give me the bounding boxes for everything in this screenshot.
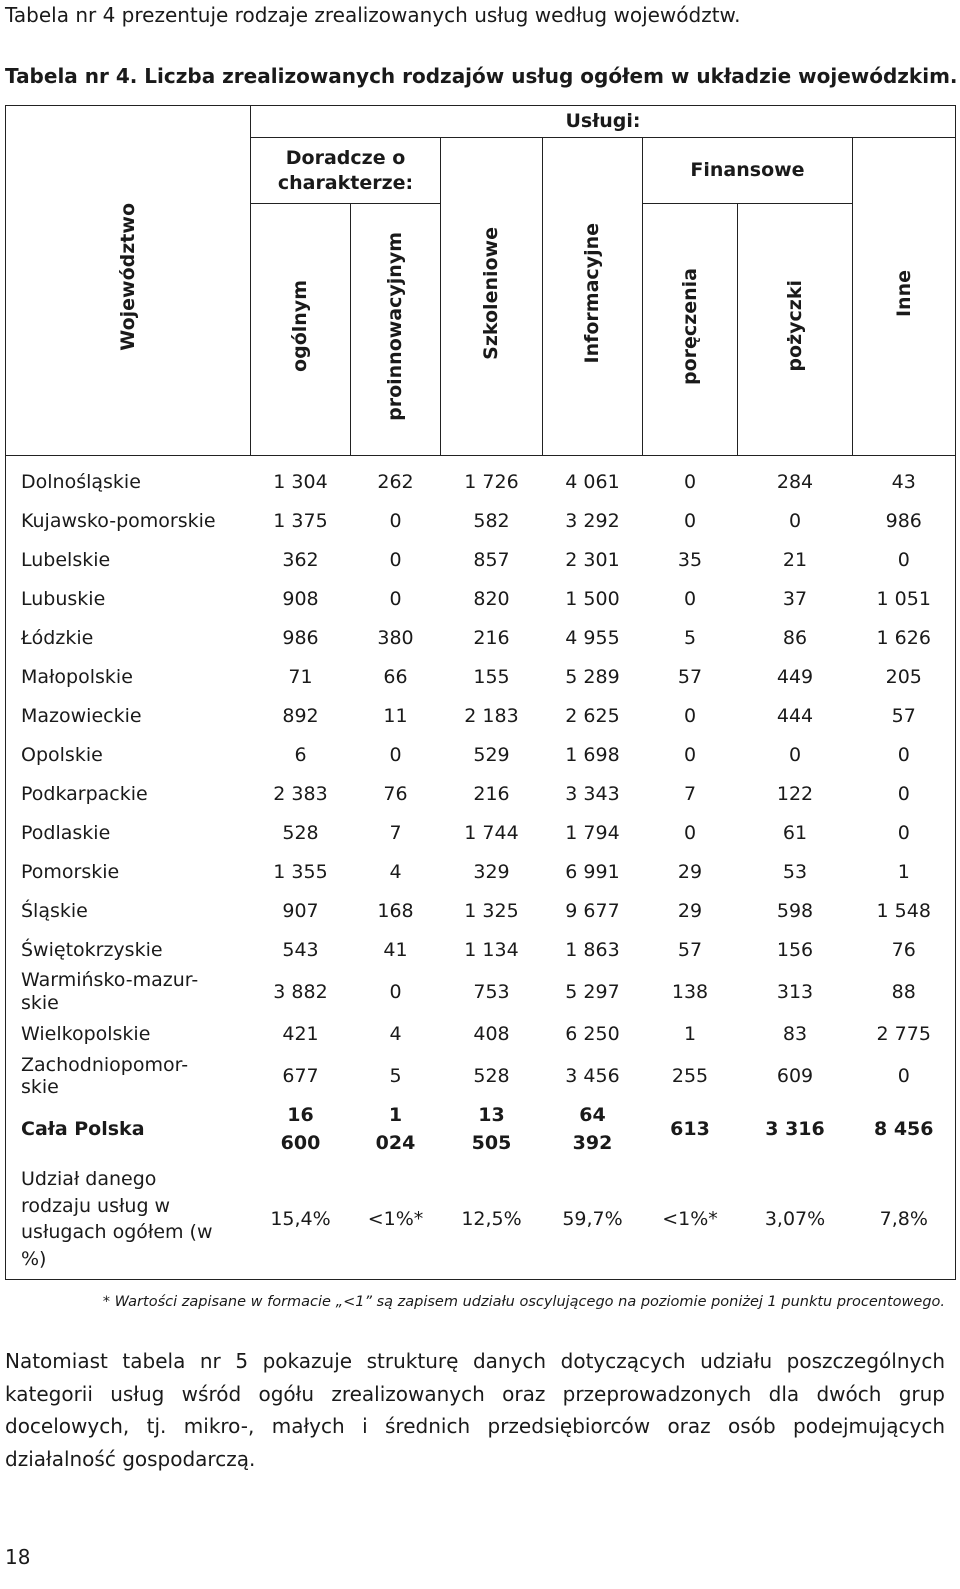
table-cell: 12,5% [441, 1159, 543, 1280]
table-cell: 4 061 [565, 470, 620, 493]
page-number: 18 [5, 1545, 31, 1569]
table-cell: 216 [473, 626, 510, 649]
table-cell: 6 991 [565, 860, 620, 883]
table-cell: 0 [683, 587, 697, 610]
table-cell: 1 [853, 852, 956, 891]
table-cell: 986 [282, 626, 319, 649]
row-label: Podlaskie [6, 813, 251, 852]
table-cell: 2 625 [565, 704, 620, 727]
table-cell: 3 343 [565, 782, 620, 805]
table-cell: 907 [282, 899, 319, 922]
table-cell: 0 [788, 509, 802, 532]
table-cell: 5 289 [565, 665, 620, 688]
table-row [6, 1054, 956, 1100]
table-cell: 313 [776, 980, 814, 1003]
table-row [6, 852, 956, 891]
table-cell: 35 [677, 548, 703, 571]
table-cell: 1 500 [565, 587, 620, 610]
table-cell: 677 [282, 1065, 319, 1088]
table-cell: 205 [853, 657, 956, 696]
table-row [6, 501, 956, 540]
table-row [6, 456, 956, 502]
table-cell: 2 301 [565, 548, 620, 571]
table-cell: 892 [282, 704, 319, 727]
table-cell: 2 183 [464, 704, 519, 727]
row-label: Lubuskie [6, 579, 251, 618]
row-label: Cała Polska [6, 1099, 251, 1159]
table-cell: 7,8% [853, 1159, 956, 1280]
table-cell: 122 [776, 782, 814, 805]
table-cell: 7 [389, 821, 402, 844]
table-cell: 29 [677, 899, 703, 922]
table-cell: 6 250 [565, 1023, 620, 1046]
table-cell: 76 [383, 782, 408, 805]
table-cell: 64 392 [572, 1103, 613, 1155]
table-cell: 1 548 [853, 891, 956, 930]
table-cell: 88 [853, 969, 956, 1015]
table-cell: 582 [473, 509, 510, 532]
table-cell: 7 [683, 782, 697, 805]
header-ogolnym: ogólnym [251, 204, 351, 456]
table-cell: 86 [782, 626, 808, 649]
table-cell: 21 [782, 548, 808, 571]
table-cell: 0 [389, 587, 402, 610]
table-cell: 0 [389, 509, 402, 532]
table-cell: 1 794 [565, 821, 620, 844]
row-label: Śląskie [6, 891, 251, 930]
table-cell: 1 626 [853, 618, 956, 657]
table-cell: 0 [683, 704, 697, 727]
header-doradcze: Doradcze o charakterze: [251, 138, 441, 204]
table-cell: 57 [677, 665, 703, 688]
table-row [6, 1015, 956, 1054]
table-cell: 0 [853, 813, 956, 852]
header-proinnowacyjnym: proinnowacyjnym [351, 204, 441, 456]
table-body [6, 456, 956, 1280]
table-cell: 1 304 [273, 470, 328, 493]
table-cell: 449 [776, 665, 814, 688]
table-cell: 4 955 [565, 626, 620, 649]
table-cell: 986 [853, 501, 956, 540]
header-informacyjne: Informacyjne [543, 138, 643, 456]
header-szkoleniowe: Szkoleniowe [441, 138, 543, 456]
table-row [6, 891, 956, 930]
table-cell: 216 [473, 782, 510, 805]
header-wojewodztwo: Województwo [6, 106, 251, 456]
table-cell: 76 [853, 930, 956, 969]
table-cell: 3 292 [565, 509, 620, 532]
table-cell: 0 [389, 743, 402, 766]
table-row [6, 930, 956, 969]
table-row [6, 657, 956, 696]
table-cell: 168 [377, 899, 414, 922]
row-label: Mazowieckie [6, 696, 251, 735]
table-cell: 380 [377, 626, 414, 649]
row-label: Opolskie [6, 735, 251, 774]
table-cell: 255 [671, 1065, 709, 1088]
table-cell: 4 [389, 1023, 402, 1046]
table-cell: 37 [782, 587, 808, 610]
table-cell: 1 051 [853, 579, 956, 618]
table-cell: 1 024 [375, 1103, 416, 1155]
table-row [6, 579, 956, 618]
table-cell: 528 [282, 821, 319, 844]
table-cell: 16 600 [280, 1103, 321, 1155]
table-cell: 0 [853, 774, 956, 813]
table-cell: 57 [677, 938, 703, 961]
table-cell: 408 [473, 1023, 510, 1046]
footnote: * Wartości zapisane w formacie „<1” są zapisem udziału oscylującego na poziomie poniżej 1 punktu procentowego. [102, 1294, 945, 1310]
table-cell: 5 [389, 1065, 402, 1088]
table-cell: 1 325 [464, 899, 519, 922]
table-cell: 444 [776, 704, 814, 727]
table-cell: 1 375 [273, 509, 328, 532]
table-row [6, 969, 956, 1015]
table-cell: 0 [683, 743, 697, 766]
row-label: Wielkopolskie [6, 1015, 251, 1054]
share-row [6, 1159, 956, 1280]
table-cell: 820 [473, 587, 510, 610]
table-cell: 0 [683, 821, 697, 844]
table-cell: 753 [473, 980, 510, 1003]
table-cell: 613 [670, 1117, 710, 1140]
row-label: Kujawsko-pomorskie [6, 501, 251, 540]
table-cell: 29 [677, 860, 703, 883]
table-cell: 5 [683, 626, 697, 649]
table-cell: 329 [473, 860, 510, 883]
row-label: Dolnośląskie [6, 456, 251, 502]
table-cell: 53 [782, 860, 808, 883]
table-cell: 421 [282, 1023, 319, 1046]
table-cell: 0 [853, 1054, 956, 1100]
row-label: Udział danego rodzaju usług w usługach ogółem (w %) [6, 1159, 251, 1280]
table-cell: 0 [683, 509, 697, 532]
body-paragraph: Natomiast tabela nr 5 pokazuje strukturę danych dotyczących udziału poszczególnych kategorii usług wśród ogółu zrealizowanych oraz przeprowadzonych dla dwóch grup docelowych, tj. mikro-, małych i średnich przedsiębiorców oraz osób podejmujących działalność gospodarczą. [5, 1349, 945, 1471]
table-cell: 262 [377, 470, 414, 493]
header-inne: Inne [853, 138, 956, 456]
row-label: Podkarpackie [6, 774, 251, 813]
services-table [5, 105, 956, 1280]
intro-text: Tabela nr 4 prezentuje rodzaje zrealizowanych usług według województw. [5, 3, 741, 27]
table-cell: 71 [288, 665, 313, 688]
table-cell: 4 [389, 860, 402, 883]
table-cell: 3 456 [565, 1065, 620, 1088]
table-cell: 8 456 [853, 1099, 956, 1159]
table-cell: 529 [473, 743, 510, 766]
table-cell: 3 316 [765, 1117, 825, 1140]
table-row [6, 735, 956, 774]
table-cell: 3 882 [273, 980, 328, 1003]
table-cell: <1%* [643, 1159, 738, 1280]
table-cell: 2 775 [853, 1015, 956, 1054]
table-cell: 156 [776, 938, 814, 961]
header-uslugi: Usługi: [251, 106, 956, 138]
table-cell: 15,4% [251, 1159, 351, 1280]
header-poreczenia: poręczenia [643, 204, 738, 456]
table-cell: 908 [282, 587, 319, 610]
header-finansowe: Finansowe [643, 138, 853, 204]
table-cell: 57 [853, 696, 956, 735]
table-cell: 9 677 [565, 899, 620, 922]
table-cell: 2 383 [273, 782, 328, 805]
row-label: Warmińsko-mazur- skie [6, 969, 251, 1015]
table-cell: 0 [683, 470, 697, 493]
table-cell: 598 [776, 899, 814, 922]
table-cell: 59,7% [543, 1159, 643, 1280]
table-row [6, 813, 956, 852]
table-cell: 0 [853, 540, 956, 579]
row-label: Łódzkie [6, 618, 251, 657]
table-cell: 1 134 [464, 938, 519, 961]
table-cell: 11 [383, 704, 408, 727]
table-cell: 1 863 [565, 938, 620, 961]
total-row [6, 1099, 956, 1159]
table-cell: 543 [282, 938, 319, 961]
row-label: Małopolskie [6, 657, 251, 696]
table-cell: 61 [782, 821, 808, 844]
table-cell: 5 297 [565, 980, 620, 1003]
table-row [6, 696, 956, 735]
table-cell: 857 [473, 548, 510, 571]
table-cell: 83 [782, 1023, 808, 1046]
table-cell: 362 [282, 548, 319, 571]
table-cell: 284 [776, 470, 814, 493]
table-row [6, 618, 956, 657]
table-cell: 43 [853, 456, 956, 502]
row-label: Pomorskie [6, 852, 251, 891]
table-row [6, 540, 956, 579]
table-cell: 155 [473, 665, 510, 688]
table-cell: 1 698 [565, 743, 620, 766]
row-label: Świętokrzyskie [6, 930, 251, 969]
table-cell: 138 [671, 980, 709, 1003]
table-cell: 1 726 [464, 470, 519, 493]
table-cell: 1 355 [273, 860, 328, 883]
table-caption: Tabela nr 4. Liczba zrealizowanych rodzajów usług ogółem w układzie wojewódzkim. [5, 64, 958, 88]
table-cell: 41 [383, 938, 408, 961]
table-row [6, 774, 956, 813]
table-cell: 0 [389, 548, 402, 571]
table-cell: 13 505 [471, 1103, 512, 1155]
row-label: Lubelskie [6, 540, 251, 579]
table-cell: 66 [383, 665, 408, 688]
table-cell: <1%* [351, 1159, 441, 1280]
table-cell: 0 [389, 980, 402, 1003]
table-cell: 0 [788, 743, 802, 766]
table-cell: 1 [683, 1023, 697, 1046]
table-cell: 0 [853, 735, 956, 774]
table-cell: 528 [473, 1065, 510, 1088]
header-pozyczki: pożyczki [738, 204, 853, 456]
table-cell: 609 [776, 1065, 814, 1088]
table-cell: 3,07% [738, 1159, 853, 1280]
table-cell: 1 744 [464, 821, 519, 844]
row-label: Zachodniopomor- skie [6, 1054, 251, 1100]
table-cell: 6 [294, 743, 307, 766]
